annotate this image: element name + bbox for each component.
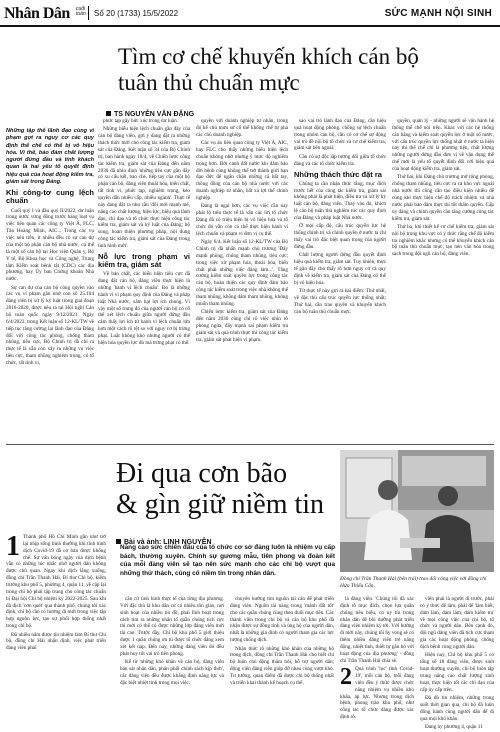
paragraph: là đảng viên. 'Chúng tôi đã xác định rõ mục đích, chọn lựa quần chúng tiêu biểu, có uy tín trong nhân dân để bồi dưỡng phát triển đảng viên nhiệm kỳ tới. Với hướng đi mới này, chúng tôi hy vọng sẽ có thêm nhiều đảng viên trẻ năng động, nhiệt tình, thiết tự gắn bó với hoạt động của địa phương' - đồng chí Trần Thanh Hải chia sẻ.	[340, 596, 415, 664]
byline-text: TS NGUYỄN VĂN ĐẶNG	[114, 111, 195, 118]
paragraph: Kể từ 'những khó khăn về cán bộ, đảng viên bán sát nhân dân, phân phối chính sách kịp thời', các đảng viên đều được khẳng định năng lực và đặc biệt nhiệt tình trong mọi việc.	[120, 659, 224, 686]
headline-line-2: tuân thủ chuẩn mực	[118, 70, 300, 95]
paragraph: Đã nhiều năm được tín nhiệm làm Bí thư Chi bộ, đồng chí Hải nhận định, việc phát triển đảng viên phải	[6, 631, 106, 652]
article-2-headline	[116, 458, 336, 520]
article-1-col-4	[294, 118, 386, 440]
article-1-lead: Những tập thể lãnh đạo cùng vì phạm gợi ra nguy cơ các quy định thể chế có thể bị vô hiệu hóa. Vì thế, bảo đảm chất lượng người đứng đầu và tính khách quan là hai yếu tố quyết định hiệu quả của hoạt động kiểm tra, giám sát trong Đảng.	[6, 128, 94, 185]
drop-cap: 2	[340, 664, 352, 691]
paragraph: sao vai trò lãnh đạo của Đảng, cần hiệu quả hoạt động phòng, chống sự lệch chuẩn trong nhóm cán bộ, cần có cơ chế sự động vai trò đề nội bộ tổ chức và cơ chế kiểm tra, giám sát bên ngoài.	[294, 118, 386, 152]
article-1-col-2	[98, 118, 190, 440]
paragraph: căn cứ tình hình thực tế của từng địa phương. Với đặc thù là khu dân cư có nhiều tôn giáo, nơi sinh hoạt của nhiều tín đồ, phải lĩnh hoạt trong cách tìm ra những nhân tố quần chúng tích cực thì mới có thể có được những lớp đảng viên mới tài cao. Trước đây, Chi bộ khu phố 5 giới thiệu được 1 quần chúng ưu tú được tổ chức đảng xem xét kết nạp. Đến nay, những đảng viên đó đều phát huy tốt vai trò tiên phong.	[120, 596, 224, 657]
paragraph: Quá trình 'lọc' tỉnh Covid-19', mỗi cán bộ, mỗi đảng viên đều ý thức được chức năng nhiệm vụ nhiều khó khăn, áp lực. Nhưng trong dịch bệnh, phong trào khu phố, như công tác tổ chức đảng được xác định rõ.	[340, 666, 414, 721]
paragraph: Ngày 6/4, Kết luận số 12-KL/TW của Bộ Chính trị đã nhấn mạnh chủ trương 'Đẩy mạnh phòng, chống tham nhũng, tiêu cực; trong việc xử phạm hóa, thoái hóa, biến chất phải những việc đáng làm...'. Tăng cường kiểm soát quyền lực trong công tác cán bộ, hoàn thiện các quy định đảm bảo công tác kiểm soát trong việc nhà không thể tham nhũng, không dám tham nhũng, không muốn tham nhũng.	[196, 239, 288, 307]
article-2-col-3	[230, 596, 334, 726]
paragraph: Cần có sự độc lập tương đối giữa tổ chức đảng và các tổ chức kiểm tra.	[294, 153, 386, 167]
masthead	[0, 0, 500, 26]
article-1-col-1	[6, 128, 94, 440]
paragraph: Chiến lược kiểm tra, giám sát của Đảng đến năm 2030 cũng chỉ rõ việc nhìn rõ phòng ngừa, đẩy mạnh sai phạm kiểm tra giám sát và quá trình thực thi công tác kiểm tra, giám sát phát hiện vi phạm.	[196, 309, 288, 343]
photo-caption: Đồng chí Trần Thanh Hải (bên trái) trao đổi công việc với đồng chí Hứa Thiếu Cẩn.	[340, 576, 487, 590]
paragraph: Đã đủ tin nhiệm, những trong suốt thời gian qua, chi bộ đã luôn đồng hành cùng người dân để đi qua mọi khó khăn.	[420, 695, 494, 722]
header-rule	[0, 25, 500, 27]
paragraph: Chúng ta cần nhận thức rằng, mục đích trước hết của công tác kiểm tra, giám sát không phải là phát hiện, điều tra và xử lý kỷ luật cán bộ, đảng viên. Thay vào đó, khích lệ cán bộ tuân thủ nghiêm túc các quy định của Đảng và pháp luật Nhà nước.	[294, 180, 386, 222]
subhead-2: Nỗ lực trong phạm vi kiểm tra, giám sát	[98, 251, 190, 270]
paragraph: phức tạp gây bức xúc trong dư luận.	[103, 118, 178, 124]
article-1-headline	[118, 44, 458, 96]
paragraph: Nhận thức rõ những khó khăn của những hộ trong dịch, đồng chí Trần Thanh Hải cho biết chi bộ luôn chủ động thăm hỏi, hỗ trợ người dân; động viên đảng viên giúp đỡ nhau cùng vượt khó. Tư tưởng, quan điểm đã được chi bộ thống nhất và triển khai thành kế hoạch cụ thể.	[230, 645, 334, 686]
drop-cap: 1	[6, 531, 20, 562]
paragraph: Thành phố Hồ Chí Minh gần như trở lại nhịp sống bình thường khi tình hình dịch Covid-19 đã cơ bản được khống chế. Sự vắn bóng ngày của dịch bệnh vẫn có những lúc nhắc nhở người dân không được chủ quan. Ngay khi dịch lắng xuống, đồng chí Trần Thanh Hải, Bí thư Chi bộ, kiêm trưởng khu phố 5, phường 4, quận 11, về cập lại trong chi bộ phải tập trung cho công tác chuẩn bị Đại hội Chi bộ nhiệm kỳ 2022-2025. Sau khi đã dịch 'cơn quét' qua thành phố, chúng tôi xác định, chi bộ cần có hướng đi mới trong việc tập hợp nguồn lực, tạo sự phối hợp thống nhất trong chi bộ.	[6, 534, 106, 630]
subhead-1: Khi công-tơ cung lệch chuẩn	[6, 188, 94, 206]
article-2-col-2	[120, 596, 224, 726]
byline-text: Bài và ảnh: LINH NGUYỄN	[124, 539, 212, 546]
headline-line-2: & gìn giữ niềm tin	[116, 489, 325, 520]
photo-illustration	[340, 450, 494, 572]
paragraph: Chất lượng người đứng đầu quyết định hiệu quả kiểm tra, giám sát. Tuy nhiên, thực tế gần đây cho thấy rõ hơn nguy cơ cả quy định về kiểm tra, giám sát của Đảng có thể bị vô hiệu hóa.	[294, 252, 386, 286]
header-divider	[88, 6, 89, 20]
subhead-3: Những thách thức đặt ra	[294, 169, 382, 179]
article-1-col-3	[196, 118, 288, 440]
paragraph: chuyên hướng tìm nguồn tài cán để phát triển đảng viên. Nguồn tài năng trong 'mảnh đất tốt' cho các quần chúng cùng theo đuổi mục tiêu. Các thành viên trong chi bộ và cán bộ khu phố đã nhận được sự đồng tình và ủng hộ của người dân, nhất là những gia đình có người tham gia các lực lượng chống dịch.	[230, 596, 334, 644]
paragraph: Thứ hai, khi Đảng chủ trương mở rộng phòng, chống tham nhũng, tiêu cực ra cả khu vực ngoài nhà nước thì công cần tạo điều kiện nhiều để cùng khi thực hiện chế độ trách nhiệm và nhà nước phải bảo đảm thực thi tốt thẩm quyền. Cấp ủy đảng và chính quyền cần tăng cường công tác kiểm tra, giám sát.	[392, 174, 494, 222]
paragraph: Về bản chất, các biểu hiện tiêu cực đã đang đặt cán bộ, đảng viên thực hiện là những 'hành vi lệch chuẩn'. Đó là những hành vi vi phạm quy định của Đảng và pháp luật Nhà nước, xâm hại lợi ích chung. Vì vậy một số trong đó của người cán bộ có cố thể xét lệch chuẩn giữa người đứng đầu cảm thấy lợi ích từ hành vi lệch chuẩn lớn hơn một cách rõ rệt so với nguy cơ bị trừng phạt. Luật không khó nhưng người có thế hiện hóa quyền lực đủ mà trừng phạt có thể.	[98, 271, 190, 346]
paragraph: Các vụ án liên quan công ty Việt Á, AIC, hay FLC cho thấy những biểu hiện lệch chuẩn không nhờ nhưng ý mức độ nghiêm trọng hơn. Bởi cảnh đất nước khi đảm bảo đời bệnh cùng không thể trở thành giới hạn đạo đức để ngăn chặn những cá bất tay, thông đồng của cán bộ nhà nước với các doanh nghiệp tư nhân, bất xá lợi thế chính nghiệp.	[196, 140, 288, 201]
paragraph: Sự can dự của cán bộ công quyền vào các vụ vi phạm gần nhớ con số 25.104 đảng viên bị xử lý kỷ luật trong giai đoạn 2016-2020, được nêu ra tại Hội nghị Cán bộ toàn quốc ngày 9/12/2021. Ngày 6/4/2022, trong Kết luận số 12-KL/TW về tiếp tục tăng cường lại lãnh đạo của Đảng đối với công tác phòng, chống tham nhũng, tiêu cực, Bộ Chính trị đã chỉ ra thực tế là vẫn còn xảy ra những vụ việc tiêu cực, tham nhũng nghiêm trọng, có tổ chức, rất tinh vi,	[6, 284, 94, 367]
article-2-lead: Năng cao sức chiến đấu của tổ chức cơ sở đảng luôn là nhiệm vụ cấp bách, thường xuyên. Chính sự gương mẫu, tiên phong và đoàn kết của mỗi đảng viên sẽ tạo nên sức mạnh cho các chi bộ vượt qua những thử thách, củng cố niềm tin trong nhân dân.	[120, 544, 335, 577]
paragraph: Thứ ba, khi thiết kế cơ chế kiểm tra, giám sát nội bộ trong khu vực có ý thức rằng chế độ kiểm tra nghiêm khắc nhưng có thể khuyến khích cán bộ tuân thủ chuẩn mực, tạo nên văn hóa trong sạch trong đội ngũ cán bộ, đảng viên.	[392, 223, 494, 258]
article-2-col-1	[6, 531, 106, 726]
headline-line-1: Tìm cơ chế khuyến khích cán bộ	[118, 44, 419, 69]
article-separator	[6, 444, 494, 445]
article-2-col-5	[420, 596, 494, 730]
paragraph: Đảng là ngại hơn, các vụ việc cần này phát lộ trên thực tế là vẫn các lời tổ chức Đảng đã có triệu hiện bị vô hiệu hóa và tổ chức đó vẫn còn có thể thực hiện hành vi lệch chuẩn và phạm vi đơn vị cụ thể.	[196, 203, 288, 237]
article-2-col-4	[340, 596, 414, 726]
paragraph: quyền, quản lý - những người sẽ vận hành hệ thống thể chế nói trên. Khác với các hệ thống cân bằng và kiểm soát quyền lực ở một số nước, với cấu trúc quyền lực thống nhất ở nước ta hiện nay thì thể chế chỉ là phương tiện, chất lượng những người đứng đầu đơn vị về vận dụng thể chế mới là yếu tố quyết định đối với hiệu quả của hoạt động kiểm tra, giám sát.	[392, 118, 494, 173]
article-1-col-5	[392, 118, 494, 440]
paragraph: quyền với doanh nghiệp tư nhân, trong đó kể chủ mưu sử cổ thế khống chế tự phá các chủ doanh nghiệp.	[196, 118, 288, 138]
paragraph: Cuối quý I và đầu quý II/2022, dư luận trong nước vừng đông trước hàng loạt vụ việc liên quan các công ty Việt Á, FLC, Tân Hoàng Minh, AIC... Trong các vụ việc nêu trên, ít nhiều đều có sự can dự của một bộ phận cán bộ nhà nước, cụ thể là một số cán bộ tại Học viện Quân y, Bộ Y tế, Bộ Khoa học và Công nghệ, Trung tâm Kiểm soát bệnh tật (CDC) các địa phương, hay Ủy ban Chứng khoán Nhà nước.	[6, 207, 94, 283]
paragraph: Từ thực tế này gợi ra hai điểm: Thứ nhất, về đặc thù cấu trúc quyền lực thống nhất; Thứ hai, cần trao quyền và khuyến khích cán bộ tuân thủ chuẩn mực.	[294, 288, 386, 315]
article-2-photo	[340, 450, 494, 572]
paragraph: Hiện nay, Chi bộ khu phố 5 có tổng số 18 đảng viên, được sinh hoạt thường xuyên, chi bộ luôn tập trung nâng cao chất lượng sinh hoạt, thực hiện tốt các chỉ đạo của cấp ủy cấp trên.	[420, 652, 494, 693]
byline-square-icon	[106, 111, 111, 116]
paragraph: Những biểu hiện lệch chuẩn gần đây của cán bộ đảng viên, gợi ý đang đặt ra những thách thức mới cho công tác kiểm tra, giám sát của Đảng. Kết luận số 34 của Bộ Chính trị, ban hành ngày 18/4, về Chiến lược công tác kiểm tra, giám sát của Đảng đến năm 2030 đã nhìn định 'những tiêu cực gần đây có xu cấu kết, bao che, tiếp tay của một bộ phận cán bộ, đảng viên thoái hóa, biến chất, rất tinh vi, phức tạp, nghiêm trọng, kéo quyền dẫn nhiều cấp, nhiều ngành'. Thực tế này đang đặt ra nhu cầu 'đổi mới mạnh mẽ, nâng cao chất lượng, hiệu lực, hiệu quả lãnh đạo, chỉ đạo và tổ chức thực hiện công tác kiểm tra, giám sát và kỷ luật của Đảng; bộ sung, hoàn thiện phương pháp, nội dung công tác kiểm tra, giám sát của Đảng trong tình hình mới'.	[98, 126, 190, 249]
paragraph: Ở mọi cấp độ, cấu trúc quyền lực hệ thống chính trị và chính quyền ở nước ta chỉ thấy vai trò đặc biệt quan trọng của người đứng đầu.	[294, 223, 386, 250]
headline-line-1: Đi qua cơn bão	[116, 458, 288, 489]
paragraph: viên phải là người đi trước, phải có ý thức để làm, phải để 'làm biết, dám làm, dám làm, dám kiêm tra' về mọi công việc của chi bộ, tổ chức và người dân. Bên cạnh đó, đội ngũ đảng viên đã tích cực tham gia các hoạt động phòng, chống dịch bệnh cùng người dân.	[420, 596, 494, 651]
issue-info: Số 20 (1733) 15/5/2022	[94, 9, 179, 18]
logo-sub: cuối tuần	[76, 6, 86, 17]
logo-main: Nhân Dân	[4, 5, 70, 22]
paragraph: Đảng ủy phường 4, quận 11	[425, 723, 483, 730]
section-title: SỨC MẠNH NỘI SINH	[384, 8, 492, 19]
